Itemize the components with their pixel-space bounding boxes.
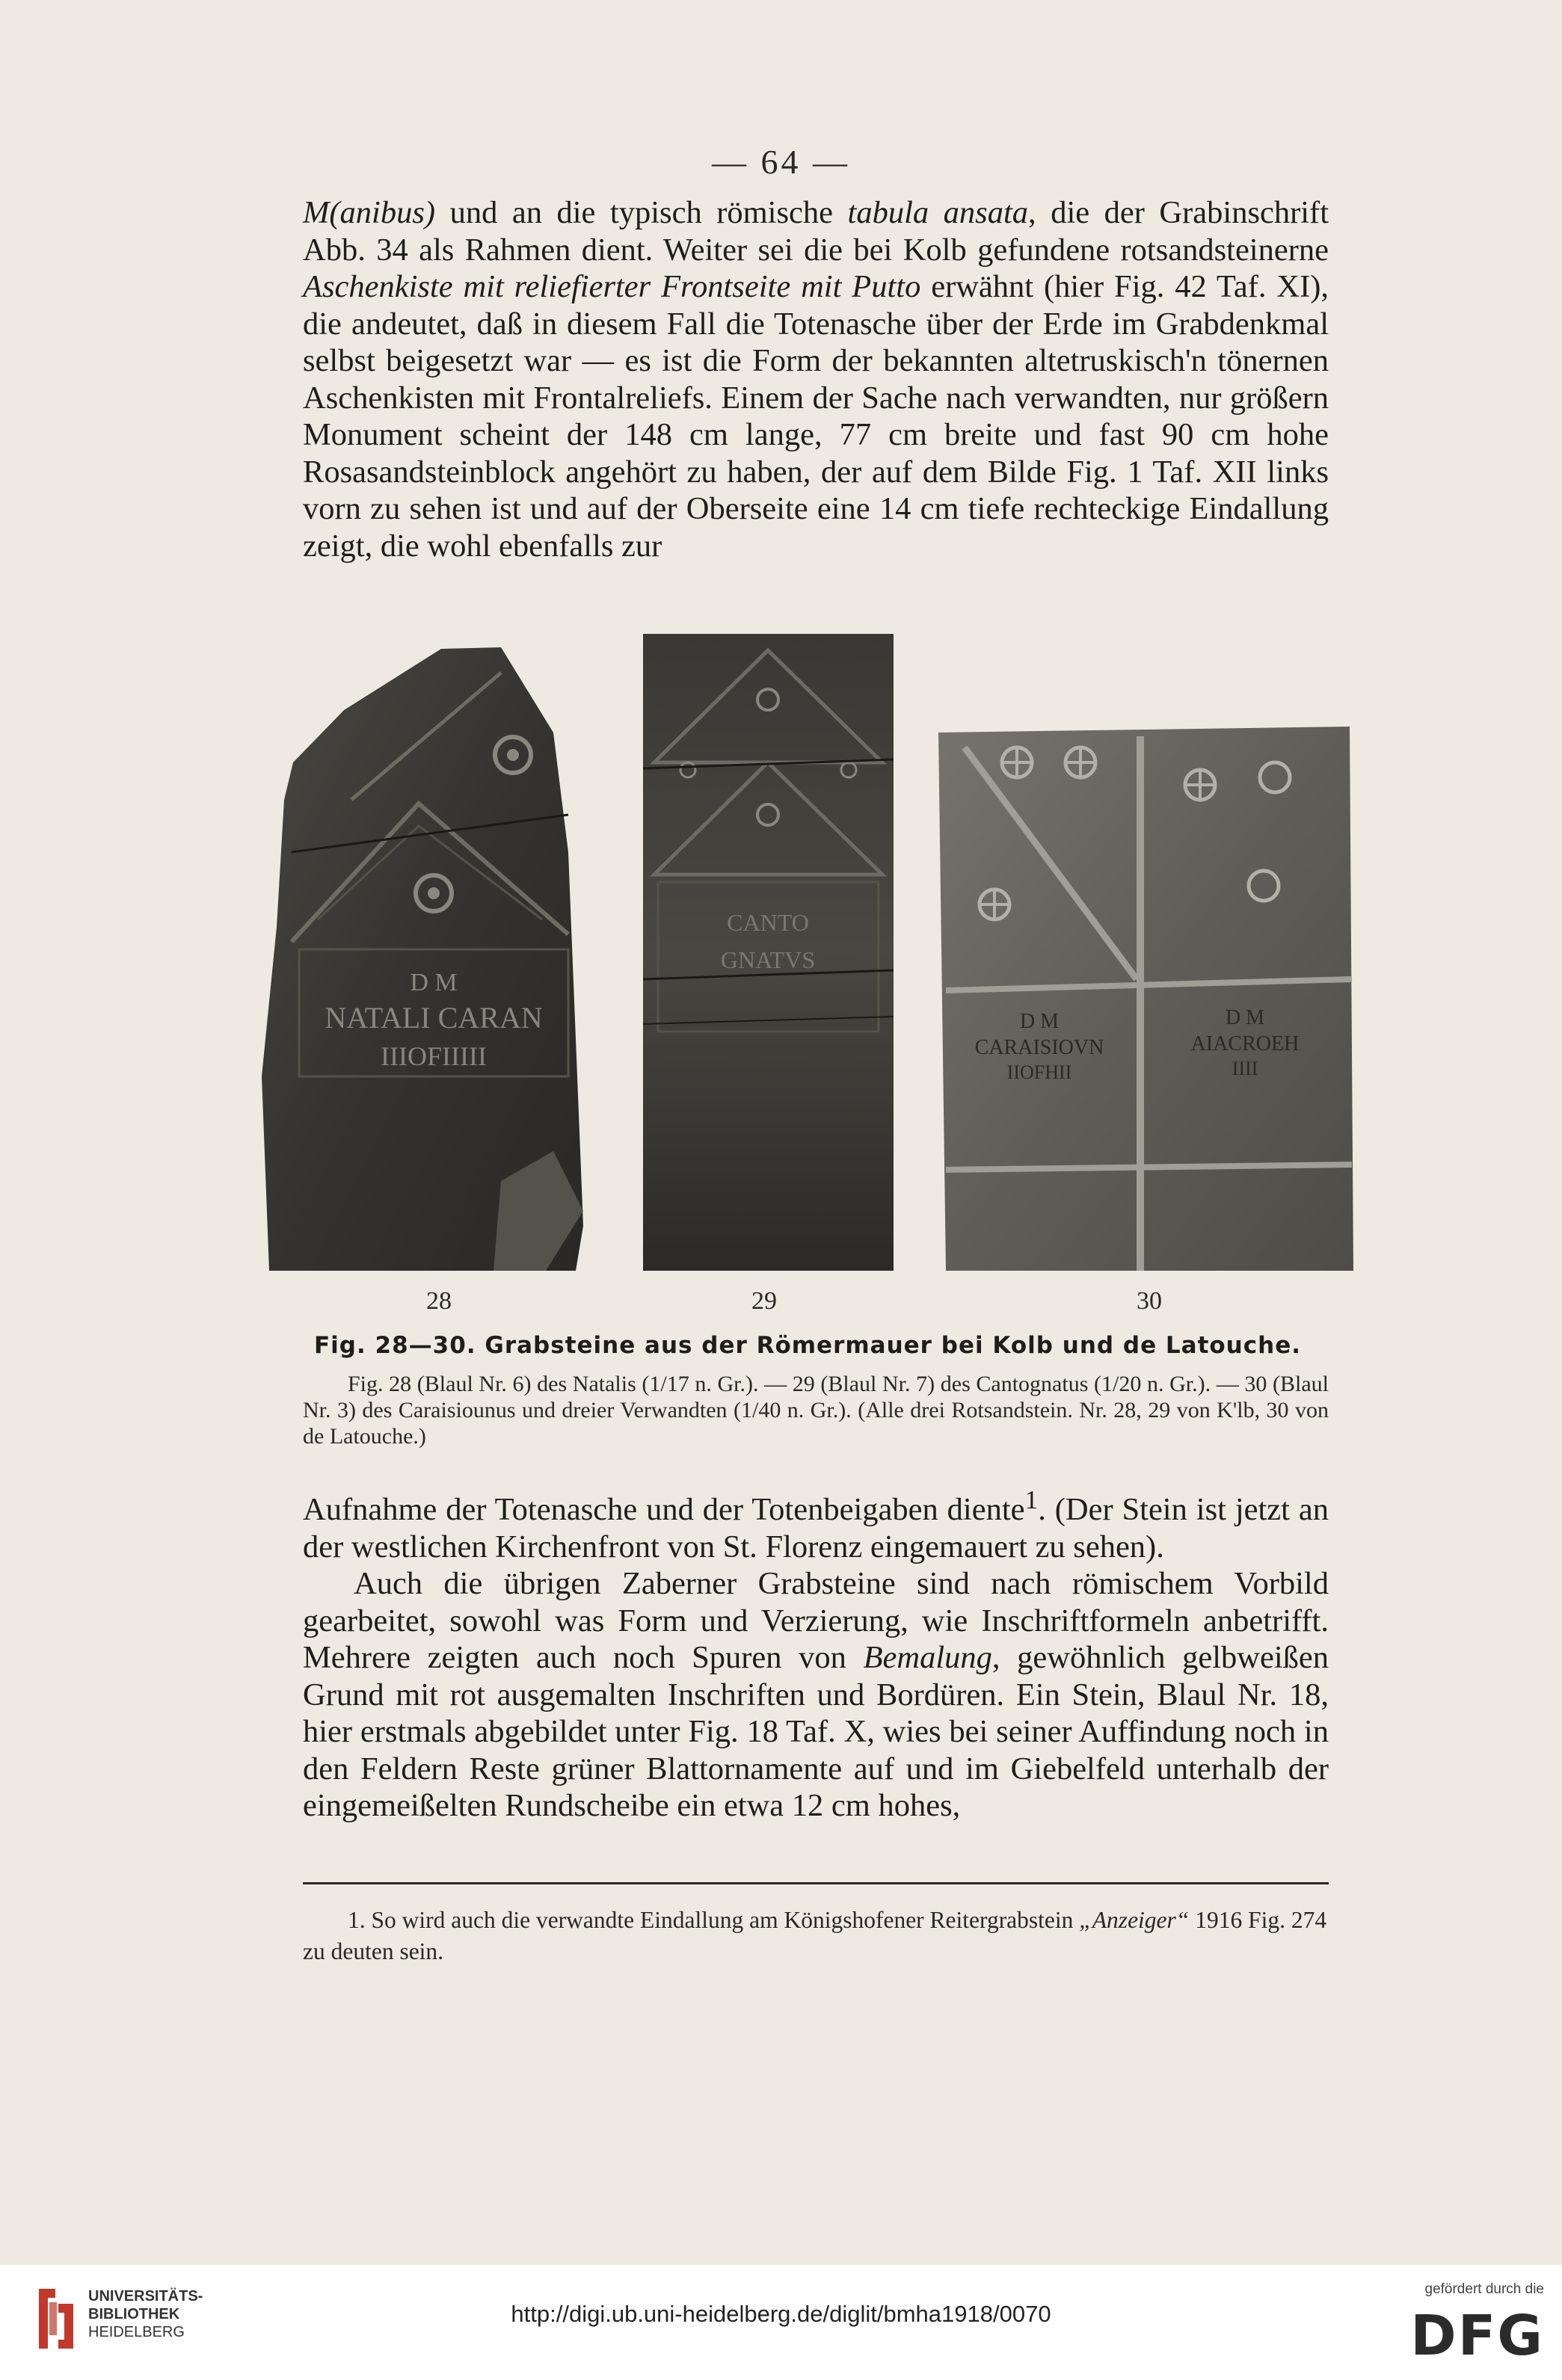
footnote-divider (303, 1882, 1329, 1884)
body-text-top (303, 194, 1329, 564)
funding-note: gefördert durch die (1424, 2281, 1544, 2297)
footnote: 1. So wird auch die verwandte Eindallung am Königshofener Reitergrabstein „Anzeiger“ 1916 Fig. 274 zu deuten sein. (303, 1907, 1327, 1964)
plate-number-30: 30 (1137, 1287, 1162, 1315)
plate-29-inscription-line: GNATVS (720, 946, 816, 973)
plate-30-inscription-line: IIII (1232, 1058, 1258, 1079)
plate-30-stone (938, 727, 1353, 1271)
paragraph-1: Aufnahme der Totenasche und der Totenbeigaben diente$^1$. (Der Stein ist jetzt an der westlichen Kirchenfront von St. Florenz eingemauert zu sehen). (303, 1485, 1329, 1564)
paragraph-continuation: M(anibus) und an die typisch römische tabula ansata, die der Grabinschrift Abb. 34 als Rahmen dient. Weiter sei die bei Kolb gefundene rotsandsteinerne Aschenkiste mit reliefierter Frontseite mit Putto erwähnt (hier Fig. 42 Taf. XI), die andeutet, daß in diesem Fall die Totenasche über der Erde im Grabdenkmal selbst beigesetzt war — es ist die Form der bekannten altetruskisch'n tönernen Aschenkisten mit Frontalreliefs. Einem der Sache nach verwandten, nur größern Monument scheint der 148 cm lange, 77 cm breite und fast 90 cm hohe Rosasandsteinblock angehört zu haben, der auf dem Bilde Fig. 1 Taf. XII links vorn zu sehen ist und auf der Oberseite eine 14 cm tiefe rechteckige Eindallung zeigt, die wohl ebenfalls zur (303, 195, 1329, 564)
plate-30-inscription-line: D M (1019, 1010, 1060, 1033)
page-number: — 64 — (712, 143, 850, 181)
figure-caption-text: Fig. 28 (Blaul Nr. 6) des Natalis (1/17 n. Gr.). — 29 (Blaul Nr. 7) des Cantognatus (1/20 n. Gr.). — 30 (Blaul Nr. 3) des Caraisiounus und dreier Verwandten (1/40 n. Gr.). (Alle drei Rotsandstein. Nr. 28, 29 von K'lb, 30 von de Latouche.) (303, 1372, 1329, 1449)
plate-28-inscription-line: D M (410, 969, 458, 996)
plate-28-inscription-line: IIIOFIIIII (381, 1041, 487, 1071)
plate-30-inscription-line: D M (1225, 1006, 1265, 1029)
footnote-marker: 1 (1024, 1485, 1039, 1514)
figure-caption-title: Fig. 28—30. Grabsteine aus der Römermauer bei Kolb und de Latouche. (313, 1332, 1302, 1359)
plate-28-inscription-line: NATALI CARAN (325, 1001, 543, 1035)
plate-30-inscription-line: AIACROEH (1190, 1032, 1300, 1055)
plate-28-stone (262, 647, 583, 1271)
dfg-logo: DFG (1410, 2304, 1544, 2368)
paragraph-2: Auch die übrigen Zaberner Grabsteine sind nach römischem Vorbild gearbeitet, sowohl was Form und Verzierung, wie Inschriftformeln anbetrifft. Mehrere zeigten auch noch Spuren von Bemalung, gewöhnlich gelbweißen Grund mit rot ausgemalten Inschriften und Bordüren. Ein Stein, Blaul Nr. 18, hier erstmals abgebildet unter Fig. 18 Taf. X, wies bei seiner Auffindung noch in den Feldern Reste grüner Blattornamente auf und im Giebelfeld unterhalb der eingemeißelten Rundscheibe ein etwa 12 cm hohes, (303, 1566, 1329, 1824)
university-library-name: UNIVERSITÄTS- BIBLIOTHEK HEIDELBERG (88, 2288, 203, 2340)
plate-number-29: 29 (751, 1287, 777, 1315)
plate-29-inscription-line: CANTO (727, 909, 809, 936)
plate-number-28: 28 (426, 1287, 452, 1315)
body-text-bottom (303, 1482, 1329, 1825)
plate-30-inscription-line: IIOFHII (1006, 1061, 1072, 1083)
tombstone-photographs (247, 628, 1368, 1278)
plate-29-stone (643, 634, 894, 1271)
source-url-link[interactable]: http://digi.ub.uni-heidelberg.de/diglit/bmha1918/0070 (511, 2301, 1051, 2327)
figure-plates (247, 628, 1368, 1278)
plate-30-inscription-line: CARAISIOVN (974, 1036, 1104, 1059)
